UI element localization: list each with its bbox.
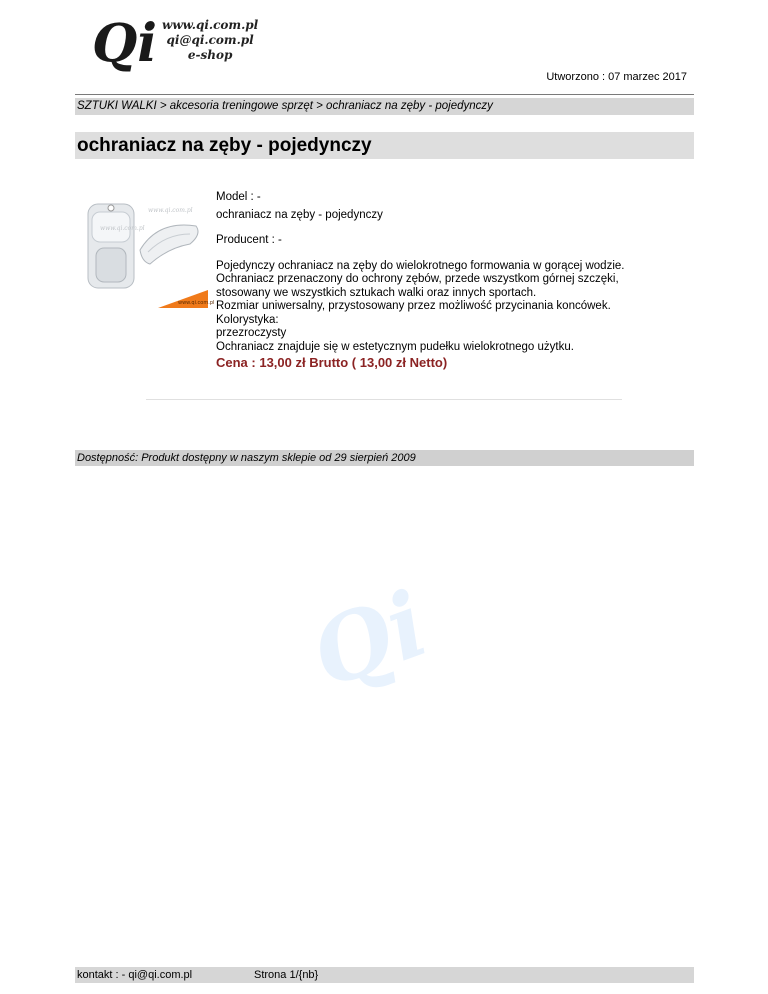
created-date: Utworzono : 07 marzec 2017: [546, 71, 687, 83]
description-line: Rozmiar uniwersalny, przystosowany przez możliwość przycinania koncówek.: [216, 300, 611, 312]
description-line: Ochraniacz znajduje się w estetycznym pudełku wielokrotnego użytku.: [216, 340, 574, 353]
logo-website: www.qi.com.pl: [162, 18, 259, 32]
availability-bar: Dostępność: Produkt dostępny w naszym sklepie od 29 sierpień 2009: [75, 450, 694, 466]
product-details: [216, 191, 624, 370]
description-line: Kolorystyka:: [216, 313, 279, 326]
model-value: ochraniacz na zęby - pojedynczy: [216, 208, 383, 221]
product-description: [216, 260, 624, 355]
logo-text: [162, 18, 258, 63]
description-line: stosowany we wszystkich sztukach walki oraz innych sportach.: [216, 286, 537, 299]
svg-text:www.qi.com.pl: www.qi.com.pl: [148, 207, 193, 214]
product-title: ochraniacz na zęby - pojedynczy: [75, 132, 694, 159]
description-line: Ochraniacz przenaczony do ochrony zębów, przede wszystkom górnej szczęki,: [216, 273, 619, 285]
header-divider: [75, 94, 694, 95]
page-number: Strona 1/{nb}: [254, 969, 319, 981]
logo-tagline: e-shop: [187, 48, 233, 62]
watermark-logo: Qi: [298, 570, 441, 710]
breadcrumb: SZTUKI WALKI > akcesoria treningowe sprzęt > ochraniacz na zęby - pojedynczy: [75, 98, 694, 115]
svg-text:www.qi.com.pl: www.qi.com.pl: [100, 225, 145, 232]
model-label: Model : -: [216, 191, 261, 203]
svg-text:www.qi.com.pl: www.qi.com.pl: [178, 300, 215, 306]
price: Cena : 13,00 zł Brutto ( 13,00 zł Netto): [216, 355, 448, 370]
footer-contact: kontakt : - qi@qi.com.pl: [77, 969, 193, 981]
description-line: przezroczysty: [216, 327, 287, 339]
footer: [75, 967, 694, 983]
logo-email: qi@qi.com.pl: [166, 33, 254, 47]
mouthguard-product-photo: [78, 190, 215, 308]
logo-brand: Qi: [92, 13, 158, 74]
producer-label: Producent : -: [216, 234, 282, 246]
shop-logo: [88, 14, 320, 74]
content-divider: [146, 399, 622, 400]
description-line: Pojedynczy ochraniacz na zęby do wielokrotnego formowania w gorącej wodzie.: [216, 259, 625, 272]
